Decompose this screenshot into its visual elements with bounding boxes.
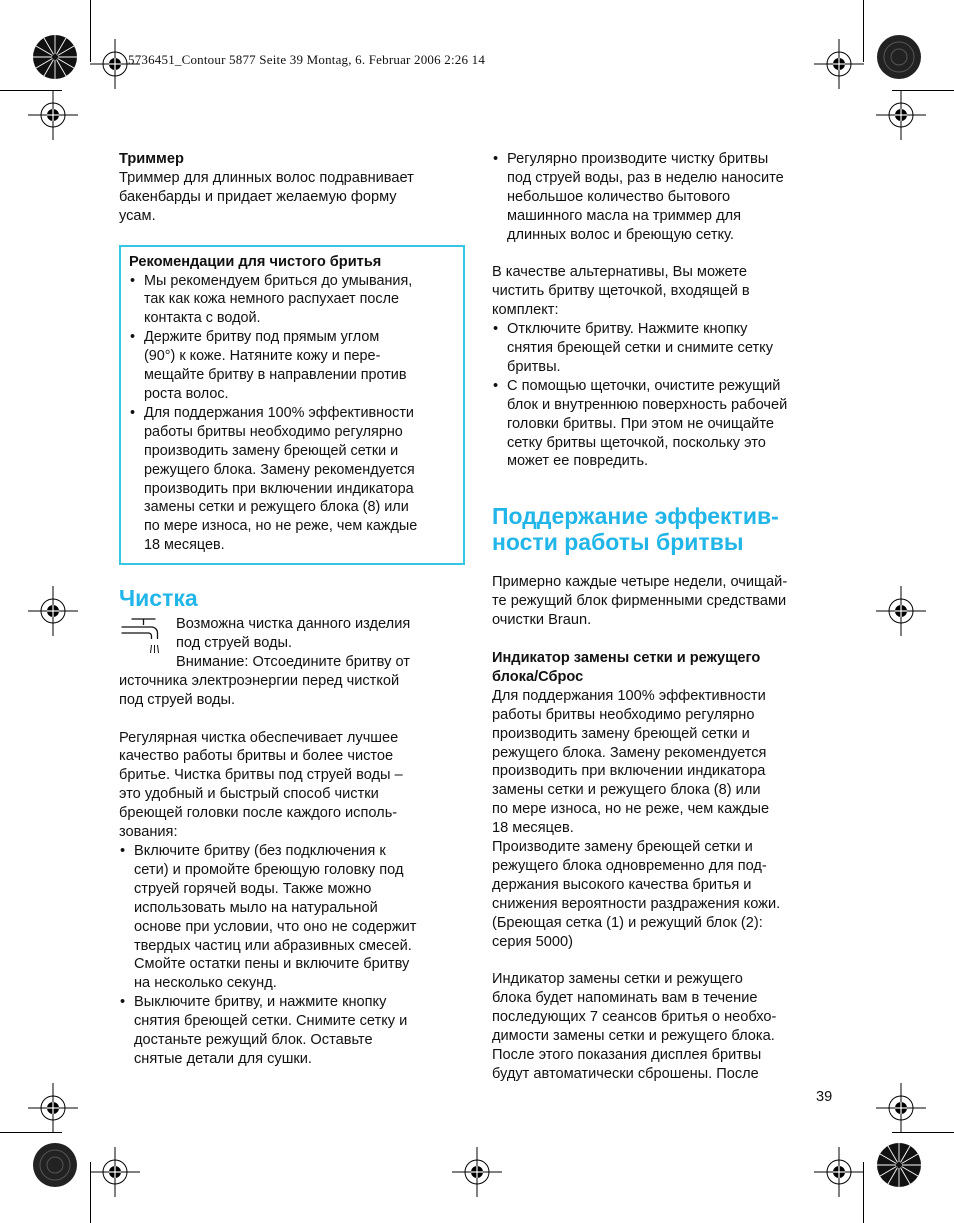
cleaning-steps-list: [119, 842, 465, 1069]
text-line: те режущий блок фирменными средствами: [492, 593, 787, 610]
registration-target-icon: [812, 1145, 866, 1199]
text-line: небольшое количество бытового: [507, 188, 731, 205]
text-line: 18 месяцев.: [492, 820, 574, 837]
text-line: • Держите бритву под прямым углом: [144, 329, 380, 346]
text-line: (90°) к коже. Натяните кожу и пере-: [144, 348, 381, 365]
list-item: [492, 150, 837, 245]
text-line: блок и внутреннюю поверхность рабочей: [507, 396, 788, 413]
text-line: Смойте остатки пены и включите бритву: [134, 956, 410, 973]
heading-line: блока/Сброс: [492, 668, 584, 685]
text-line: достаньте режущий блок. Оставьте: [134, 1032, 373, 1049]
text-line: • Для поддержания 100% эффективности: [144, 404, 414, 421]
registration-target-icon: [450, 1145, 504, 1199]
text-line: снятия бреющей сетки. Снимите сетку и: [134, 1013, 408, 1030]
text-line: режущего блока. Замену рекомендуется: [144, 461, 415, 478]
starburst-mark-icon: [876, 34, 922, 80]
text-line: последующих 7 сеансов бритья о необхо-: [492, 1009, 777, 1026]
text-line: работы бритвы необходимо регулярно: [492, 706, 755, 723]
text-line: твердых частиц или абразивных смесей.: [134, 937, 412, 954]
list-item: [119, 842, 465, 993]
text-line: режущего блока. Замену рекомендуется: [492, 744, 767, 761]
text-line: сетку бритвы щеточкой, поскольку это: [507, 434, 766, 451]
list-item: [492, 320, 837, 377]
text-line: роста волос.: [144, 385, 229, 402]
list-item: [129, 328, 453, 404]
starburst-mark-icon: [32, 34, 78, 80]
heading-line: ности работы бритвы: [492, 529, 744, 556]
text-line: контакта с водой.: [144, 310, 261, 327]
alternative-paragraph: [492, 263, 837, 320]
text-line: • Выключите бритву, и нажмите кнопку: [134, 994, 387, 1011]
registration-target-icon: [874, 584, 928, 638]
text-line: по мере износа, но не реже, чем каждые: [492, 801, 770, 818]
text-line: держания высокого качества бритья и: [492, 876, 752, 893]
trimmer-text: [119, 169, 465, 226]
cleaning-intro: [119, 615, 465, 672]
text-line: производить замену бреющей сетки и: [492, 725, 750, 742]
text-line: • Регулярно производите чистку бритвы: [507, 151, 769, 167]
text-line: бритье. Чистка бритвы под струей воды –: [119, 767, 403, 784]
indicator-heading: [492, 649, 837, 687]
text-line: замены сетки и режущего блока (8) или: [492, 782, 761, 799]
registration-target-icon: [88, 1145, 142, 1199]
text-line: под струей воды.: [119, 691, 236, 708]
text-line: серия 5000): [492, 933, 573, 950]
text-line: производить при включении индикатора: [144, 480, 414, 497]
text-line: производить замену бреющей сетки и: [144, 442, 399, 459]
brush-cleaning-list: [492, 320, 837, 471]
text-line: • Включите бритву (без подключения к: [134, 842, 386, 859]
text-line: Внимание: Отсоедините бритву от: [176, 653, 410, 670]
text-line: снятия бреющей сетки и снимите сетку: [507, 340, 774, 357]
registration-target-icon: [874, 1081, 928, 1135]
list-item: [492, 377, 837, 472]
text-line: снятые детали для сушки.: [134, 1050, 312, 1067]
text-line: на несколько секунд.: [134, 975, 277, 992]
page-number: 39: [816, 1089, 833, 1105]
starburst-mark-icon: [32, 1142, 78, 1188]
registration-target-icon: [26, 1081, 80, 1135]
text-line: • С помощью щеточки, очистите режущий: [507, 377, 781, 394]
text-line: под струей воды, раз в неделю наносите: [507, 169, 784, 186]
text-line: очистки Braun.: [492, 612, 592, 629]
text-line: чистить бритву щеточкой, входящей в: [492, 283, 750, 300]
text-line: бреющей головки после каждого исполь-: [119, 805, 398, 822]
text-line: мещайте бритву в направлении против: [144, 367, 407, 384]
text-line: по мере износа, но не реже, чем каждые: [144, 518, 418, 535]
text-line: 18 месяцев.: [144, 537, 225, 554]
text-line: под струей воды.: [176, 635, 293, 652]
text-line: димости замены сетки и режущего блока.: [492, 1028, 775, 1045]
left-column: [119, 150, 465, 1069]
registration-target-icon: [812, 37, 866, 91]
efficiency-text: [492, 573, 837, 630]
cleaning-heading: Чистка: [119, 585, 198, 612]
water-tap-icon: [119, 615, 176, 655]
text-line: Регулярная чистка обеспечивает лучшее: [119, 729, 399, 746]
indicator-text: [492, 687, 837, 952]
maintenance-list: [492, 150, 837, 245]
text-line: Для поддержания 100% эффективности: [492, 687, 766, 704]
text-line: так как кожа немного распухает после: [144, 291, 400, 308]
cleaning-intro-text: [176, 615, 410, 672]
starburst-mark-icon: [876, 1142, 922, 1188]
indicator-text-2: [492, 970, 837, 1083]
right-column: [492, 150, 837, 1084]
print-header: 5736451_Contour 5877 Seite 39 Montag, 6. Februar 2006 2:26 14: [128, 52, 486, 67]
text-line: • Мы рекомендуем бриться до умывания,: [144, 272, 413, 289]
text-line: снижения вероятности раздражения кожи.: [492, 895, 781, 912]
text-line: Индикатор замены сетки и режущего: [492, 971, 743, 988]
text-line: будут автоматически сброшены. После: [492, 1065, 759, 1082]
heading-line: Индикатор замены сетки и режущего: [492, 650, 761, 666]
text-line: Примерно каждые четыре недели, очищай-: [492, 574, 788, 591]
text-line: использовать мыло на натуральной: [134, 899, 378, 916]
text-line: источника электроэнергии перед чисткой: [119, 672, 400, 689]
text-line: зования:: [119, 824, 178, 841]
list-item: [129, 272, 453, 329]
text-line: блока будет напоминать вам в течение: [492, 990, 758, 1007]
trimmer-heading: Триммер: [119, 151, 184, 167]
text-line: бакенбарды и придает желаемую форму: [119, 188, 397, 205]
text-line: производить при включении индикатора: [492, 763, 766, 780]
text-line: усам.: [119, 207, 156, 224]
text-line: режущего блока одновременно для под-: [492, 857, 767, 874]
efficiency-heading: [492, 503, 837, 555]
text-line: Триммер для длинных волос подравнивает: [119, 169, 414, 186]
tips-list: [129, 272, 453, 556]
text-line: может ее повредить.: [507, 453, 649, 470]
text-line: струей горячей воды. Также можно: [134, 880, 372, 897]
registration-target-icon: [26, 88, 80, 142]
list-item: [129, 404, 453, 555]
tips-heading: Рекомендации для чистого бритья: [129, 253, 382, 270]
heading-line: Поддержание эффектив-: [492, 503, 779, 530]
text-line: это удобный и быстрый способ чистки: [119, 786, 379, 803]
cleaning-paragraph: [119, 729, 465, 842]
text-line: В качестве альтернативы, Вы можете: [492, 264, 747, 281]
text-line: машинного масла на триммер для: [507, 207, 742, 224]
text-line: работы бритвы необходимо регулярно: [144, 423, 403, 440]
list-item: [119, 993, 465, 1069]
text-line: качество работы бритвы и более чистое: [119, 748, 394, 765]
tips-box: [119, 245, 465, 566]
text-line: сети) и промойте бреющую головку под: [134, 861, 404, 878]
text-line: После этого показания дисплея бритвы: [492, 1047, 762, 1064]
text-line: Возможна чистка данного изделия: [176, 616, 411, 633]
text-line: комплект:: [492, 302, 559, 319]
text-line: замены сетки и режущего блока (8) или: [144, 499, 409, 516]
text-line: (Бреющая сетка (1) и режущий блок (2):: [492, 914, 763, 931]
text-line: головки бритвы. При этом не очищайте: [507, 415, 774, 432]
registration-target-icon: [26, 584, 80, 638]
text-line: • Отключите бритву. Нажмите кнопку: [507, 321, 748, 338]
text-line: Производите замену бреющей сетки и: [492, 839, 753, 856]
text-line: длинных волос и бреющую сетку.: [507, 226, 734, 243]
registration-target-icon: [874, 88, 928, 142]
text-line: основе при условии, что оно не содержит: [134, 918, 417, 935]
text-line: бритвы.: [507, 358, 561, 375]
